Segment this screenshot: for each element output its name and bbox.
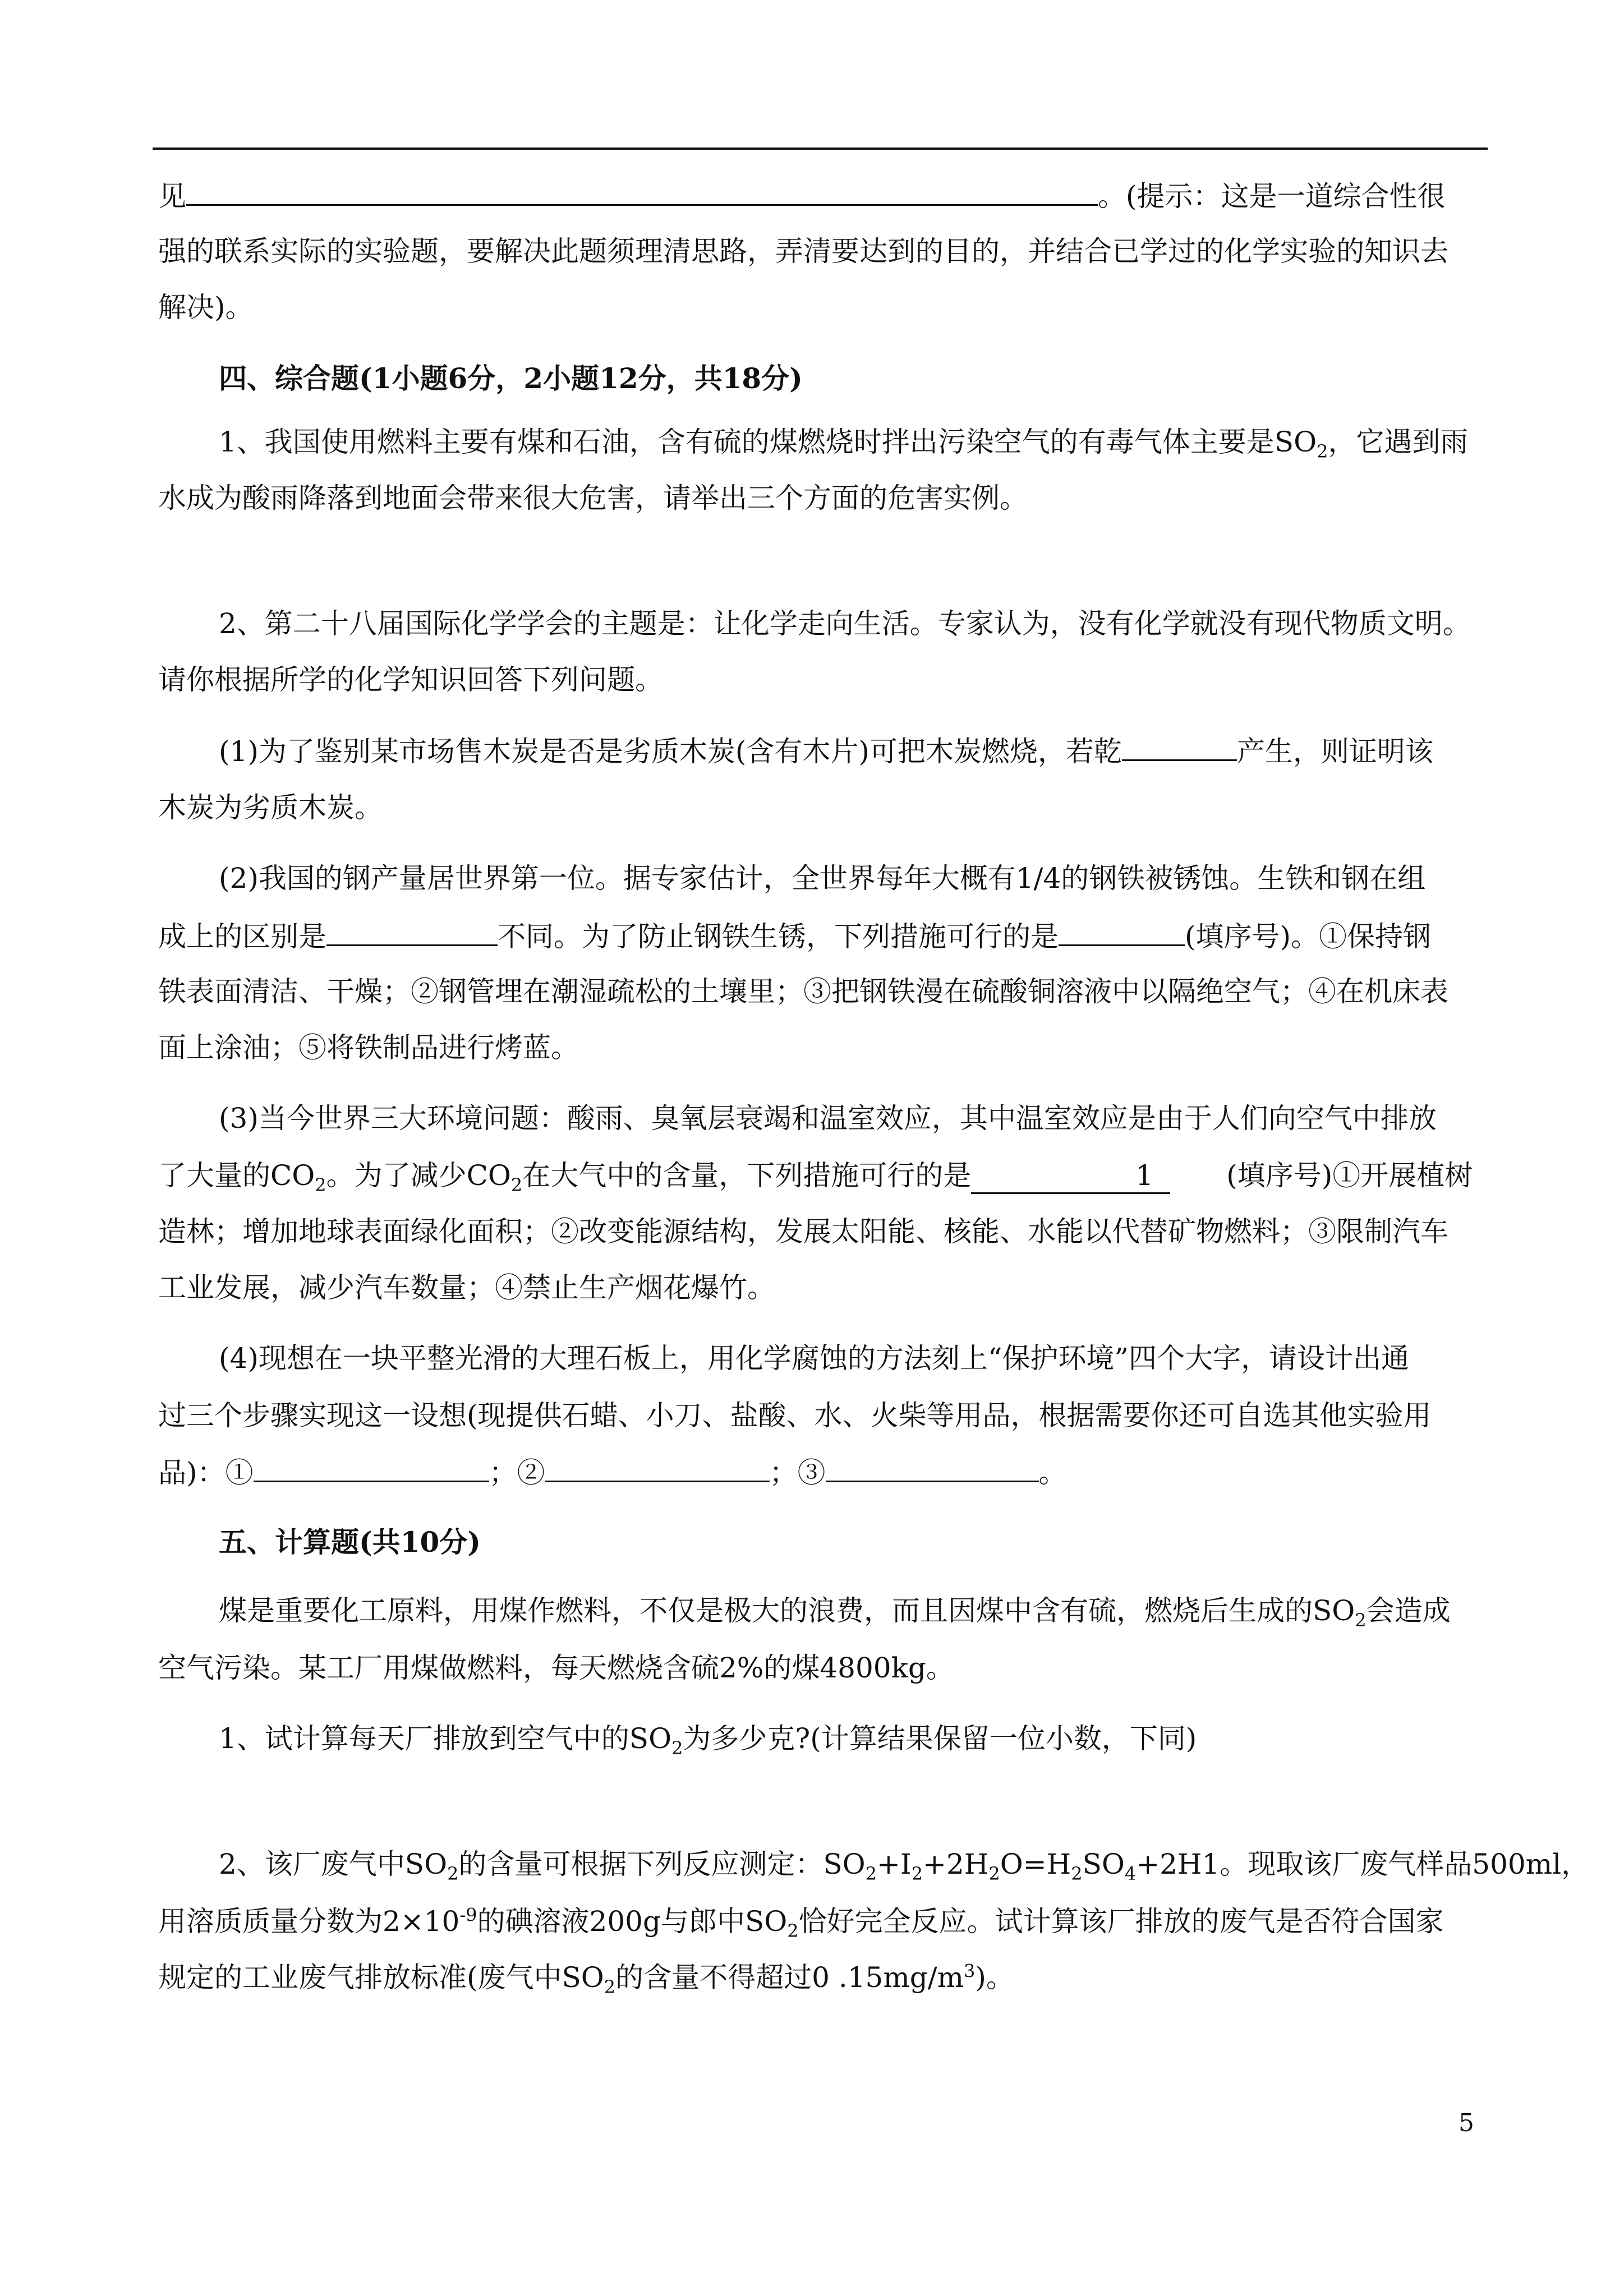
page-number: 5: [1459, 2109, 1474, 2137]
sec4-q2-line-2: 请你根据所学的化学知识回答下列问题。: [158, 663, 663, 696]
text: 。(提示：这是一道综合性很: [1098, 180, 1446, 213]
sec4-q1-line-1: [219, 425, 1488, 462]
text: 了大量的CO: [158, 1159, 315, 1192]
subscript: 2: [1317, 441, 1328, 462]
sec5-q2-line-1: [219, 1847, 1590, 1884]
text: +2H1。现取该厂废气样品500ml，: [1136, 1848, 1590, 1880]
sec4-q2-p3-line-3: 造林；增加地球表面绿化面积；②改变能源结构，发展太阳能、核能、水能以代替矿物燃料；③限制汽车: [158, 1215, 1448, 1248]
text: SO: [1082, 1848, 1125, 1880]
text: O=H: [1000, 1848, 1071, 1880]
text: 2、该厂废气中SO: [219, 1848, 448, 1880]
sec4-q1-line-2: 水成为酸雨降落到地面会带来很大危害，请举出三个方面的危害实例。: [158, 482, 1028, 514]
sec5-intro-line-1: [219, 1594, 1488, 1631]
answer-blank[interactable]: [254, 1455, 489, 1482]
text: 为多少克?(计算结果保留一位小数，下同): [683, 1722, 1197, 1755]
text: +I: [877, 1848, 912, 1880]
subscript: 2: [988, 1863, 1000, 1884]
text: 用溶质质量分数为2×10: [158, 1905, 460, 1938]
text: 。: [1038, 1456, 1067, 1489]
sec4-q2-p1-line-1: [219, 734, 1488, 768]
sec4-q2-p2-line-4: 面上涂油；⑤将铁制品进行烤蓝。: [158, 1031, 579, 1064]
sec4-q2-p3-line-1: (3)当今世界三大环境问题：酸雨、臭氧层衰竭和温室效应，其中温室效应是由于人们向空气中排放: [219, 1102, 1437, 1135]
text: 在大气中的含量，下列措施可行的是: [522, 1159, 972, 1192]
text: 1、我国使用燃料主要有煤和石油，含有硫的煤燃烧时拌出污染空气的有毒气体主要是SO: [219, 426, 1317, 458]
text: 1、试计算每天厂排放到空气中的SO: [219, 1722, 672, 1755]
subscript: 4: [1124, 1863, 1137, 1884]
subscript: 2: [510, 1174, 523, 1196]
sec4-q2-p3-line-4: 工业发展，减少汽车数量；④禁止生产烟花爆竹。: [158, 1271, 775, 1304]
text: (填序号)①开展植树: [1226, 1159, 1473, 1192]
subscript: 2: [911, 1863, 923, 1884]
answer-blank[interactable]: [326, 919, 498, 946]
sec3-tail-line-2: 强的联系实际的实验题，要解决此题须理清思路，弄清要达到的目的，并结合已学过的化学实验的知识去: [158, 235, 1448, 268]
sec4-q2-p2-line-2: [158, 919, 1488, 953]
sec3-tail-line-3: 解决)。: [158, 291, 254, 324]
text: 会造成: [1366, 1594, 1451, 1627]
header-rule: [153, 147, 1488, 150]
sec4-q2-p4-line-3: [158, 1455, 1488, 1490]
text: 煤是重要化工原料，用煤作燃料，不仅是极大的浪费，而且因煤中含有硫，燃烧后生成的SO: [219, 1594, 1355, 1627]
superscript: -9: [459, 1904, 477, 1926]
text: 的含量可根据下列反应测定：SO: [458, 1848, 866, 1880]
text: ，它遇到雨: [1328, 426, 1469, 458]
text: (填序号)。①保持钢: [1185, 920, 1432, 953]
subscript: 2: [787, 1920, 799, 1942]
sec4-q2-p4-line-2: 过三个步骤实现这一设想(现提供石蜡、小刀、盐酸、水、火柴等用品，根据需要你还可自选其他实验用: [158, 1399, 1432, 1432]
text: 。为了减少CO: [326, 1159, 511, 1192]
sec5-intro-line-2: 空气污染。某工厂用煤做燃料，每天燃烧含硫2%的煤4800kg。: [158, 1652, 954, 1684]
sec4-q2-p4-line-1: (4)现想在一块平整光滑的大理石板上，用化学腐蚀的方法刻上“保护环境”四个大字，请设计出通: [219, 1342, 1409, 1375]
sec5-q1-line: [219, 1722, 1488, 1759]
sec4-q2-p3-line-2: [158, 1159, 1488, 1194]
subscript: 2: [315, 1174, 326, 1196]
text: 的含量不得超过0 .15mg/m: [615, 1961, 964, 1994]
text: ；③: [769, 1456, 826, 1489]
sec4-q2-p2-line-1: (2)我国的钢产量居世界第一位。据专家估计，全世界每年大概有1/4的钢铁被锈蚀。生铁和钢在组: [219, 862, 1426, 895]
sec4-q2-p2-line-3: 铁表面清洁、干燥；②钢管埋在潮湿疏松的土壤里；③把钢铁漫在硫酸铜溶液中以隔绝空气；④在机床表: [158, 975, 1448, 1008]
subscript: 2: [1071, 1863, 1083, 1884]
text: )。: [975, 1961, 1014, 1994]
answer-blank[interactable]: [826, 1455, 1039, 1482]
answer-blank[interactable]: [545, 1455, 770, 1482]
subscript: 2: [604, 1976, 616, 1998]
sec5-q2-line-3: [158, 1960, 1488, 1998]
subscript: 2: [671, 1737, 683, 1759]
subscript: 2: [1355, 1610, 1367, 1631]
subscript: 2: [865, 1863, 877, 1884]
text: 见: [158, 180, 186, 213]
superscript: 3: [964, 1960, 976, 1982]
sec5-q2-line-2: [158, 1904, 1488, 1942]
answer-blank[interactable]: [1059, 919, 1185, 946]
text: 不同。为了防止钢铁生锈，下列措施可行的是: [498, 920, 1059, 953]
text: 品)：①: [158, 1456, 254, 1489]
text: 产生，则证明该: [1236, 735, 1433, 768]
subscript: 2: [447, 1863, 459, 1884]
section-5-heading: 五、计算题(共10分): [219, 1525, 481, 1559]
section-4-heading: 四、综合题(1小题6分，2小题12分，共18分): [219, 362, 803, 395]
text: ；②: [489, 1456, 545, 1489]
answer-blank[interactable]: [1122, 734, 1237, 761]
text: +2H: [923, 1848, 989, 1880]
sec4-q2-p1-line-2: 木炭为劣质木炭。: [158, 791, 383, 824]
text: 的碘溶液200g与郎中SO: [477, 1905, 788, 1938]
sec3-tail-line-1: [158, 178, 1488, 213]
answer-blank-filled[interactable]: 1: [971, 1159, 1170, 1194]
answer-blank[interactable]: [186, 178, 1098, 206]
text: (1)为了鉴别某市场售木炭是否是劣质木炭(含有木片)可把木炭燃烧，若乾: [219, 735, 1122, 768]
text: 成上的区别是: [158, 920, 326, 953]
text: 规定的工业废气排放标准(废气中SO: [158, 1961, 604, 1994]
text: 恰好完全反应。试计算该厂排放的废气是否符合国家: [798, 1905, 1444, 1938]
sec4-q2-line-1: 2、第二十八届国际化学学会的主题是：让化学走向生活。专家认为，没有化学就没有现代物质文明。: [219, 607, 1471, 640]
